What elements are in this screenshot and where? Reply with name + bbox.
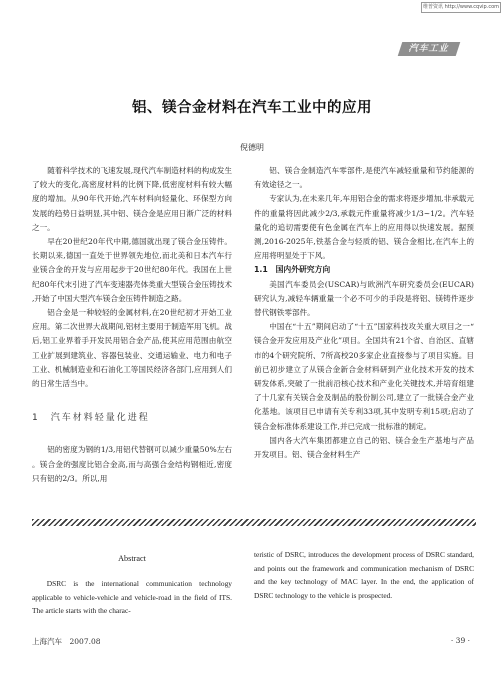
right-paragraph-4: 中国在“十五”期间启动了“十五”国家科技攻关重大项目之一“镁合金开发应用及产业化”项目。全国共有21个省、自治区、直辖市的4个研究院所、7所高校20多家企业直接参与了项目实施。目前已初步建立了从镁合金新合金材料研到产业化技术开发的技术研发体系,突破了一批前沿核心技术和产业化关键技术,并培育组建了十几家有关镁合金及制品的股份制公司,建立了一批镁合金产业化基地。该项目已申请有关专利33项,其中发明专利15项;启动了镁合金标准体系建设工作,并已完成一批标准的制定。 [254,322,474,431]
section-heading: 1 汽车材料轻量化进程 [32,413,150,424]
left-paragraph-3: 铝合金是一种较轻的金属材料,在20世纪初才开始工业应用。第二次世界大战期间,铝材主要用于制造军用飞机。战后,铝工业界着手开发民用铝合金产品,使其应用范围由航空工业扩展到建筑业、容器包装业、交通运输业、电力和电子工业、机械制造业和石油化工等国民经济各部门,应用到人们的日常生活当中。 [32,308,232,389]
column-logo: 汽车工业 [398,42,461,56]
article-title: 铝、镁合金材料在汽车工业中的应用 [132,100,372,116]
hatched-divider [32,519,476,526]
subsection-heading: 1.1 国内外研究方向 [254,265,331,275]
right-paragraph-2: 专家认为,在未来几年,车用铝合金的需求将逐步增加,非承载元件的重量将因此减少2/3,承载元件重量将减少1/3~1/2。汽车轻量化的追切需要使有色金属在汽车上的应用得以快速发展。据预测,2016-2025年,铁基合金与轻质的铝、镁合金相比,在汽车上的应用将明显处于下风。 [254,194,474,261]
left-section-paragraph: 铝的密度为钢的1/3,用铝代替钢可以减少重量50%左右。镁合金的强度比铝合金高,而与高强合金结构钢相近,密度只有铝的2/3。所以,用 [32,445,232,483]
right-paragraph-3: 美国汽车委员会(USCAR)与欧洲汽车研究委员会(EUCAR)研究认为,减轻车辆重量一个必不可少的手段是将铝、镁铸件逐步替代钢铁零部件。 [254,279,474,318]
journal-footer: 上海汽车 2007.08 [32,637,101,646]
right-column [254,164,474,462]
abstract-title: Abstract [118,554,146,563]
abstract-left-text: DSRC is the international communication technology applicable to vehicle-vehicle and vehicle-road in the field of ITS. The article starts with the charac- [32,579,232,615]
right-paragraph-1: 铝、镁合金制造汽车零部件,是使汽车减轻重量和节约能源的有效途径之一。 [254,166,474,190]
abstract-right-text: teristic of DSRC, introduces the development process of DSRC standard, and points out the framework and communication mechanism of DSRC and the key technology of MAC layer. In the end, the application of DSRC technology to the vehicle is prospected. [254,550,474,600]
article-author: 倪德明 [240,143,264,152]
right-paragraph-5: 国内各大汽车集团都建立自己的铝、镁合金生产基地与产品开发项目。铝、镁合金材料生产 [254,435,474,460]
page-number: · 39 · [450,636,470,645]
left-column [32,164,232,486]
left-paragraph-2: 早在20世纪20年代中期,德国就出现了镁合金压铸件。长期以来,德国一直处于世界领先地位,而北美和日本汽车行业镁合金的开发与应用起步于20世纪80年代。我国在上世纪80年代末引进了汽车变速器壳体类重大型镁合金压铸技术,开始了中国大型汽车镁合金压铸件制造之路。 [32,237,232,303]
left-paragraph-1: 随着科学技术的飞速发展,现代汽车制造材料的构成发生了较大的变化,高密度材料的比例下降,低密度材料有较大幅度的增加。从90年代开始,汽车材料向轻量化、环保型方向发展的趋势日益明显,其中铝、镁合金是应用日渐广泛的材料之一。 [32,166,232,232]
watermark-stamp: 维普资讯 http://www.cqvip.com [421,2,501,13]
